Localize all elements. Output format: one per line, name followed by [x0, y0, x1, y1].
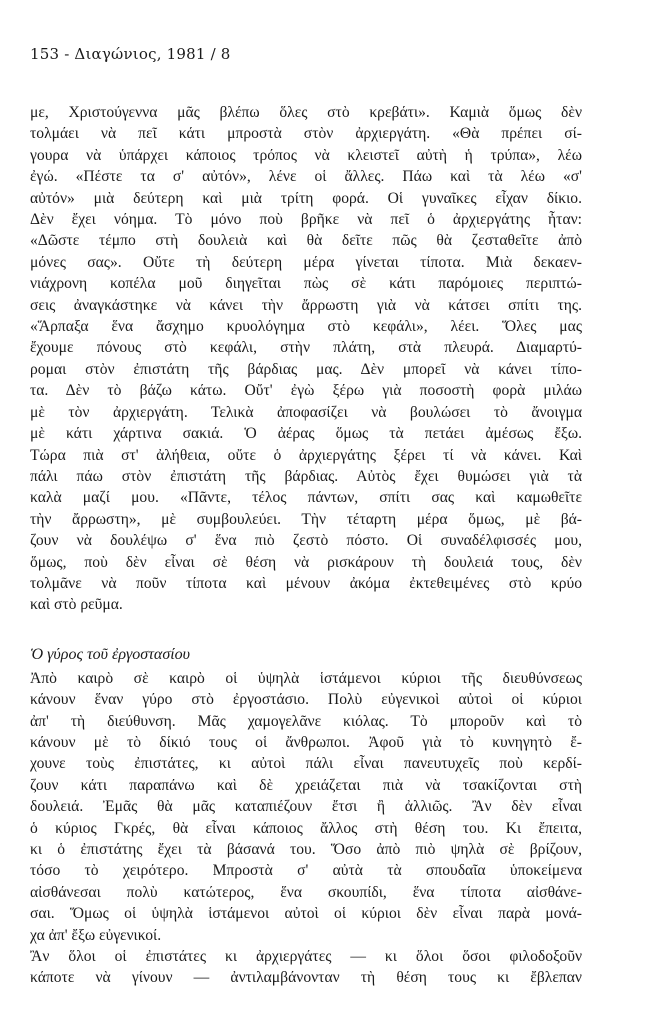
running-head: 153 - Διαγώνιος, 1981 / 8 [30, 45, 231, 63]
text-line: Ἂν ὅλοι οἱ ἐπιστάτες κι ἀρχιεργάτες — κι ὅλοι ὅσοι φιλοδοξοῦν [30, 948, 582, 966]
text-line: γουρα νὰ ὑπάρχει κάποιος τρόπος νὰ κλειστεῖ αὐτὴ ἡ τρύπα», λέω [30, 146, 582, 164]
text-line: κάποτε νὰ γίνουν — ἀντιλαμβάνονταν τὴ θέση τους κι ἔβλεπαν [30, 969, 582, 987]
text-line: κάνουν ἕναν γύρο στὸ ἐργοστάσιο. Πολὺ εὐγενικοὶ αὐτοὶ οἱ κύριοι [30, 691, 582, 709]
text-line: νιάχρονη κοπέλα μοῦ διηγεῖται πὼς σὲ κάτι παρόμοιες περιπτώ- [30, 275, 582, 293]
text-line: μόνες σας». Οὔτε τὴ δεύτερη μέρα γίνεται τίποτα. Μιὰ δεκαεν- [30, 253, 582, 271]
text-line: ἐγώ. «Πέστε τα σ' αὐτόν», λένε οἱ ἄλλες. Πάω καὶ τὰ λέω «σ' [30, 168, 582, 186]
text-line: ἀπ' τὴ διεύθυνση. Μᾶς χαμογελᾶνε κιόλας. Τὸ μποροῦν καὶ τὸ [30, 712, 582, 730]
text-line: αὐτόν» μιὰ δεύτερη καὶ μιὰ τρίτη φορά. Οἱ γυναῖκες εἶχαν δίκιο. [30, 189, 582, 207]
book-page [30, 44, 582, 989]
text-line: κάνουν μὲ τὸ δίκιό τους οἱ ἄνθρωποι. Ἀφοῦ γιὰ τὸ κυνηγητὸ ἔ- [30, 733, 582, 751]
text-line: μὲ κάτι χάρτινα σακιά. Ὁ ἀέρας ὅμως τὰ πετάει ἀμέσως ἔξω. [30, 425, 582, 443]
text-line: τόσο τὸ χειρότερο. Μπροστὰ σ' αὐτὰ τὰ σπουδαῖα ὑποκείμενα [30, 862, 582, 880]
text-line: ὅμως, ποὺ δὲν εἶναι σὲ θέση νὰ ρισκάρουν τὴ δουλειά τους, δὲν [30, 553, 582, 571]
paragraph-3 [30, 946, 582, 989]
text-line: τα. Δὲν τὸ βάζω κάτω. Οὔτ' ἐγὼ ξέρω γιὰ ποσοστὴ φορὰ μιλάω [30, 382, 582, 400]
text-line: ἔχουμε πόνους στὸ κεφάλι, στὴν πλάτη, στὰ πλευρά. Διαμαρτύ- [30, 339, 582, 357]
text-line: Δὲν ἔχει νόημα. Τὸ μόνο ποὺ βρῆκε νὰ πεῖ ὁ ἀρχιεργάτης ἦταν: [30, 211, 582, 229]
section-title: Ὁ γύρος τοῦ ἐργοστασίου [30, 645, 190, 663]
text-line: μὲ τὸν ἀρχιεργάτη. Τελικὰ ἀποφασίζει νὰ βουλώσει τὸ ἄνοιγμα [30, 403, 582, 421]
text-line: τολμάει νὰ πεῖ κάτι μπροστὰ στὸν ἀρχιεργάτη. «Θὰ πρέπει σί- [30, 125, 582, 143]
text-line: σεις ἀναγκάστηκε νὰ κάνει τὴν ἄρρωστη γιὰ νὰ κάτσει σπίτι της. [30, 296, 582, 314]
text-line: «Δῶστε τέμπο στὴ δουλειὰ καὶ θὰ δεῖτε πῶς θὰ ζεσταθεῖτε ἀπὸ [30, 232, 582, 250]
text-line: ζουν κάτι παραπάνω καὶ δὲ χρειάζεται πιὰ νὰ τσακίζονται στὴ [30, 776, 582, 794]
text-line: Τώρα πιὰ στ' ἀλήθεια, οὔτε ὁ ἀρχιεργάτης ξέρει τί νὰ κάνει. Καὶ [30, 446, 582, 464]
text-line: Ἀπὸ καιρὸ σὲ καιρὸ οἱ ὑψηλὰ ἱστάμενοι κύριοι τῆς διευθύνσεως [30, 669, 582, 687]
text-line: ρομαι στὸν ἐπιστάτη τῆς βάρδιας μας. Δὲν μπορεῖ νὰ κάνει τίπο- [30, 360, 582, 378]
text-line: τὴν ἄρρωστη», μὲ συμβουλεύει. Τὴν τέταρτη μέρα ὅμως, μὲ βά- [30, 510, 582, 528]
text-line: δουλειά. Ἐμᾶς θὰ μᾶς καταπιέζουν ἔτσι ἢ ἀλλιῶς. Ἂν δὲν εἶναι [30, 798, 582, 816]
text-line: καλὰ μαζί μου. «Πᾶντε, τέλος πάντων, σπίτι σας καὶ καμωθεῖτε [30, 489, 582, 507]
text-line: «Ἅρπαξα ἕνα ἄσχημο κρυολόγημα στὸ κεφάλι», λέει. Ὅλες μας [30, 318, 582, 336]
text-line: πάλι πάω στὸν ἐπιστάτη τῆς βάρδιας. Αὐτὸς ἔχει θυμώσει γιὰ τὰ [30, 467, 582, 485]
text-line: καὶ στὸ ρεῦμα. [30, 596, 123, 614]
text-line: τολμᾶνε νὰ ποῦν τίποτα καὶ μένουν ἀκόμα ἐκτεθειμένες στὸ κρύο [30, 574, 582, 592]
paragraph-2 [30, 668, 582, 946]
text-line: σαι. Ὅμως οἱ ὑψηλὰ ἱστάμενοι αὐτοὶ οἱ κύριοι δὲν εἶναι παρὰ μονά- [30, 905, 582, 923]
text-line: με, Χριστούγεννα μᾶς βλέπω ὅλες στὸ κρεβάτι». Καμιὰ ὅμως δὲν [30, 104, 582, 121]
text-line: ὁ κύριος Γκρές, θὰ εἶναι κάποιος ἄλλος στὴ θέση του. Κι ἔπειτα, [30, 819, 582, 837]
text-line: ζουν νὰ δουλέψω σ' ἕνα πιὸ ζεστὸ πόστο. Οἱ συναδέλφισσές μου, [30, 532, 582, 550]
text-line: κι ὁ ἐπιστάτης ἔχει τὰ βάσανά του. Ὅσο ἀπὸ πιὸ ψηλὰ σὲ βρίζουν, [30, 841, 582, 858]
paragraph-1 [30, 102, 582, 616]
text-line: αἰσθάνεσαι πολὺ κατώτερος, ἕνα σκουπίδι, ἕνα τίποτα αἰσθάνε- [30, 883, 582, 901]
text-line: χα ἀπ' ἔξω εὐγενικοί. [30, 926, 162, 944]
text-line: χουνε τοὺς ἐπιστάτες, κι αὐτοὶ πάλι εἶναι πανευτυχεῖς ποὺ κερδί- [30, 755, 582, 773]
